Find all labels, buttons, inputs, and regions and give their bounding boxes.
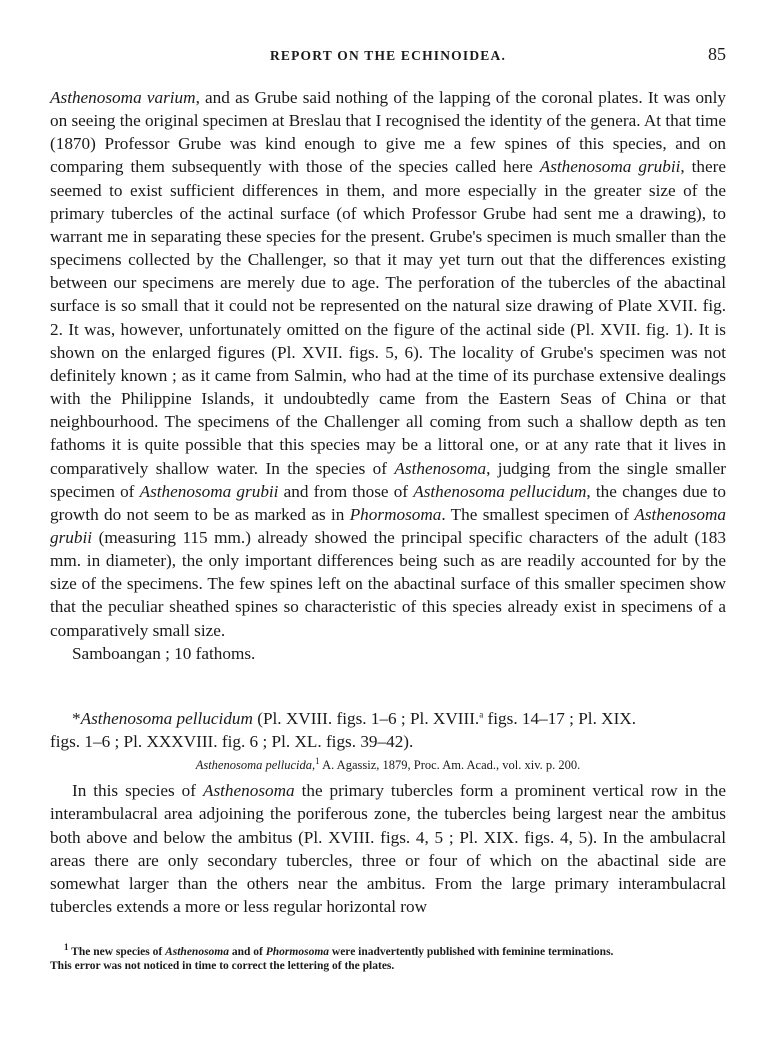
text-run: the primary tubercles form a prominent vertical row in the interambulacral area adjoining the poriferous zone, the tubercles being largest near the ambitus both above and below the ambitus (Pl. XVIII. figs. 4, 5 ; Pl. XIX. figs. 4, 5). In the ambulacral areas there are only secondary tubercles, three or four of which on the abactinal side are somewhat larger than the others near the ambitus. From the large primary interambulacral tubercles extends a more or less regular horizontal row xyxy=(50,781,726,916)
body-text xyxy=(50,86,726,918)
plate-references: figs. 14–17 ; Pl. XIX. xyxy=(483,708,637,728)
synonym-name: Asthenosoma pellucida, xyxy=(195,758,316,773)
text-run: and from those of xyxy=(278,481,414,501)
footnote-ref: 1 xyxy=(315,756,320,767)
species-heading xyxy=(50,707,726,753)
superscript-marker: a xyxy=(479,709,484,720)
taxon-name: Asthenosoma xyxy=(202,781,295,801)
asterisk-marker: * xyxy=(72,708,81,728)
page-number: 85 xyxy=(708,44,726,64)
taxon-name: Phormosoma xyxy=(265,946,330,958)
taxon-name: Asthenosoma xyxy=(394,458,487,478)
taxon-name: Phormosoma xyxy=(349,504,442,524)
taxon-name: Asthenosoma grubii xyxy=(139,481,279,501)
running-head: REPORT ON THE ECHINOIDEA. xyxy=(269,48,507,63)
footnote-continued: This error was not noticed in time to correct the lettering of the plates. xyxy=(50,960,395,972)
text-run: , judging from the single smaller specimen of xyxy=(50,458,726,501)
text-run: , the changes due to growth do not seem to be as marked as in xyxy=(50,481,726,524)
taxon-name: Asthenosoma grubii xyxy=(50,504,726,547)
section-gap xyxy=(50,665,726,707)
footnote xyxy=(50,942,726,959)
text-run: , and as Grube said nothing of the lapping of the coronal plates. It was only on seeing the original specimen at Breslau that I recognised the identity of the genera. At that time (1870) Professor Grube was kind enough to give me a few spines of this species, and on comparing them subsequently with those of the species called here xyxy=(50,88,727,177)
taxon-name: Asthenosoma xyxy=(165,946,229,958)
taxon-name: Asthenosoma varium xyxy=(50,88,196,107)
text-run: In this species of xyxy=(72,781,203,801)
paragraph xyxy=(50,779,726,918)
footnote-marker: 1 xyxy=(64,942,69,953)
synonym-citation: A. Agassiz, 1879, Proc. Am. Acad., vol. xiv. p. 200. xyxy=(319,758,581,773)
taxon-name: Asthenosoma grubii xyxy=(539,157,681,177)
synonym-line xyxy=(50,755,726,775)
locality-line: Samboangan ; 10 fathoms. xyxy=(72,643,256,663)
species-name: Asthenosoma pellucidum xyxy=(80,708,253,728)
text-run: (measuring 115 mm.) already showed the principal specific characters of the adult (183 mm. in diameter), the only important differences being such as are readily accounted for by the size of the specimens. The few spines left on the abactinal surface of this smaller specimen show that the peculiar sheathed spines so characteristic of this species already exist in specimens of a comparatively small size. xyxy=(50,527,726,640)
plate-references: (Pl. XVIII. figs. 1–6 ; Pl. XVIII. xyxy=(252,708,480,728)
taxon-name: Asthenosoma pellucidum xyxy=(413,481,587,501)
text-run: . The smallest specimen of xyxy=(441,504,635,524)
footnote-text: and of xyxy=(229,946,266,958)
page-header xyxy=(50,44,726,68)
text-run: , there seemed to exist sufficient differences in them, and more especially in the greater size of the primary tubercles of the actinal surface (of which Professor Grube had sent me a drawing), to warrant me in separating these species for the present. Grube's specimen is much smaller than the specimens collected by the Challenger, so that it may yet turn out that the differences existing between our specimens are merely due to age. The perforation of the tubercles of the abactinal surface is so small that it could not be represented on the natural size drawing of Plate XVII. fig. 2. It was, however, unfortunately omitted on the figure of the actinal side (Pl. XVII. fig. 1). It is shown on the enlarged figures (Pl. XVII. figs. 5, 6). The locality of Grube's specimen was not definitely known ; as it came from Salmin, who had at the time of its purchase extensive dealings with the Philippine Islands, it undoubtedly came from the Eastern Seas of China or that neighbourhood. The specimens of the Challenger all coming from such a shallow depth as ten fathoms it is quite possible that this species may be a littoral one, or at any rate that it lives in comparatively shallow water. In the species of xyxy=(50,157,726,478)
plate-references-continued: figs. 1–6 ; Pl. XXXVIII. fig. 6 ; Pl. XL. figs. 39–42). xyxy=(50,732,414,752)
footnote-text: were inadvertently published with feminine terminations. xyxy=(329,946,614,958)
paragraph-continued xyxy=(50,86,726,642)
footnote-text: The new species of xyxy=(68,946,166,958)
footnotes xyxy=(50,942,726,973)
